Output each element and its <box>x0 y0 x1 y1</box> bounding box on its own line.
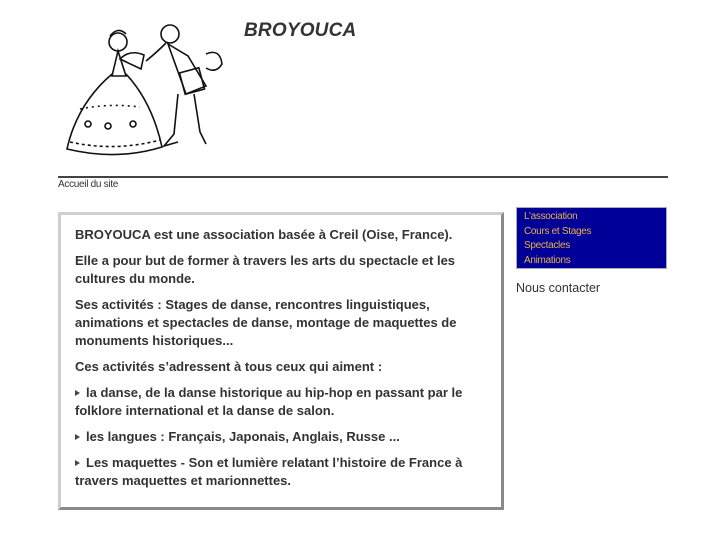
nav-item-cours-stages[interactable]: Cours et Stages <box>524 225 592 237</box>
bullet-arrow-icon <box>75 434 80 440</box>
bullet-arrow-icon <box>75 390 80 396</box>
header-divider <box>58 176 668 178</box>
logo-illustration <box>58 14 248 164</box>
purpose-paragraph: Elle a pour but de former à travers les arts du spectacle et les cultures du monde. <box>75 253 456 286</box>
bullet-arrow-icon <box>75 460 80 466</box>
audience-paragraph: Ces activités s’adressent à tous ceux qui aiment : <box>75 359 383 374</box>
activities-paragraph: Ses activités : Stages de danse, rencontres linguistiques, animations et spectacles de danse, montage de maquettes de monuments historiques... <box>75 297 457 348</box>
breadcrumb-home-link[interactable]: Accueil du site <box>58 179 118 190</box>
nav-item-association[interactable]: L’association <box>524 211 578 222</box>
nav-item-spectacles[interactable]: Spectacles <box>524 240 570 251</box>
sidebar-nav <box>516 207 667 269</box>
nav-item-animations[interactable]: Animations <box>524 254 571 266</box>
bullet-item-models: Les maquettes - Son et lumière relatant l’histoire de France à travers maquettes et marionnettes. <box>75 455 463 488</box>
intro-paragraph: BROYOUCA est une association basée à Creil (Oise, France). <box>75 227 453 242</box>
site-title: BROYOUCA <box>244 20 357 41</box>
main-content-box <box>58 212 504 510</box>
contact-link[interactable]: Nous contacter <box>516 281 601 295</box>
bullet-item-dance: la danse, de la danse historique au hip-hop en passant par le folklore international et la danse de salon. <box>75 385 463 418</box>
bullet-item-languages: les langues : Français, Japonais, Anglais, Russe ... <box>75 428 487 446</box>
